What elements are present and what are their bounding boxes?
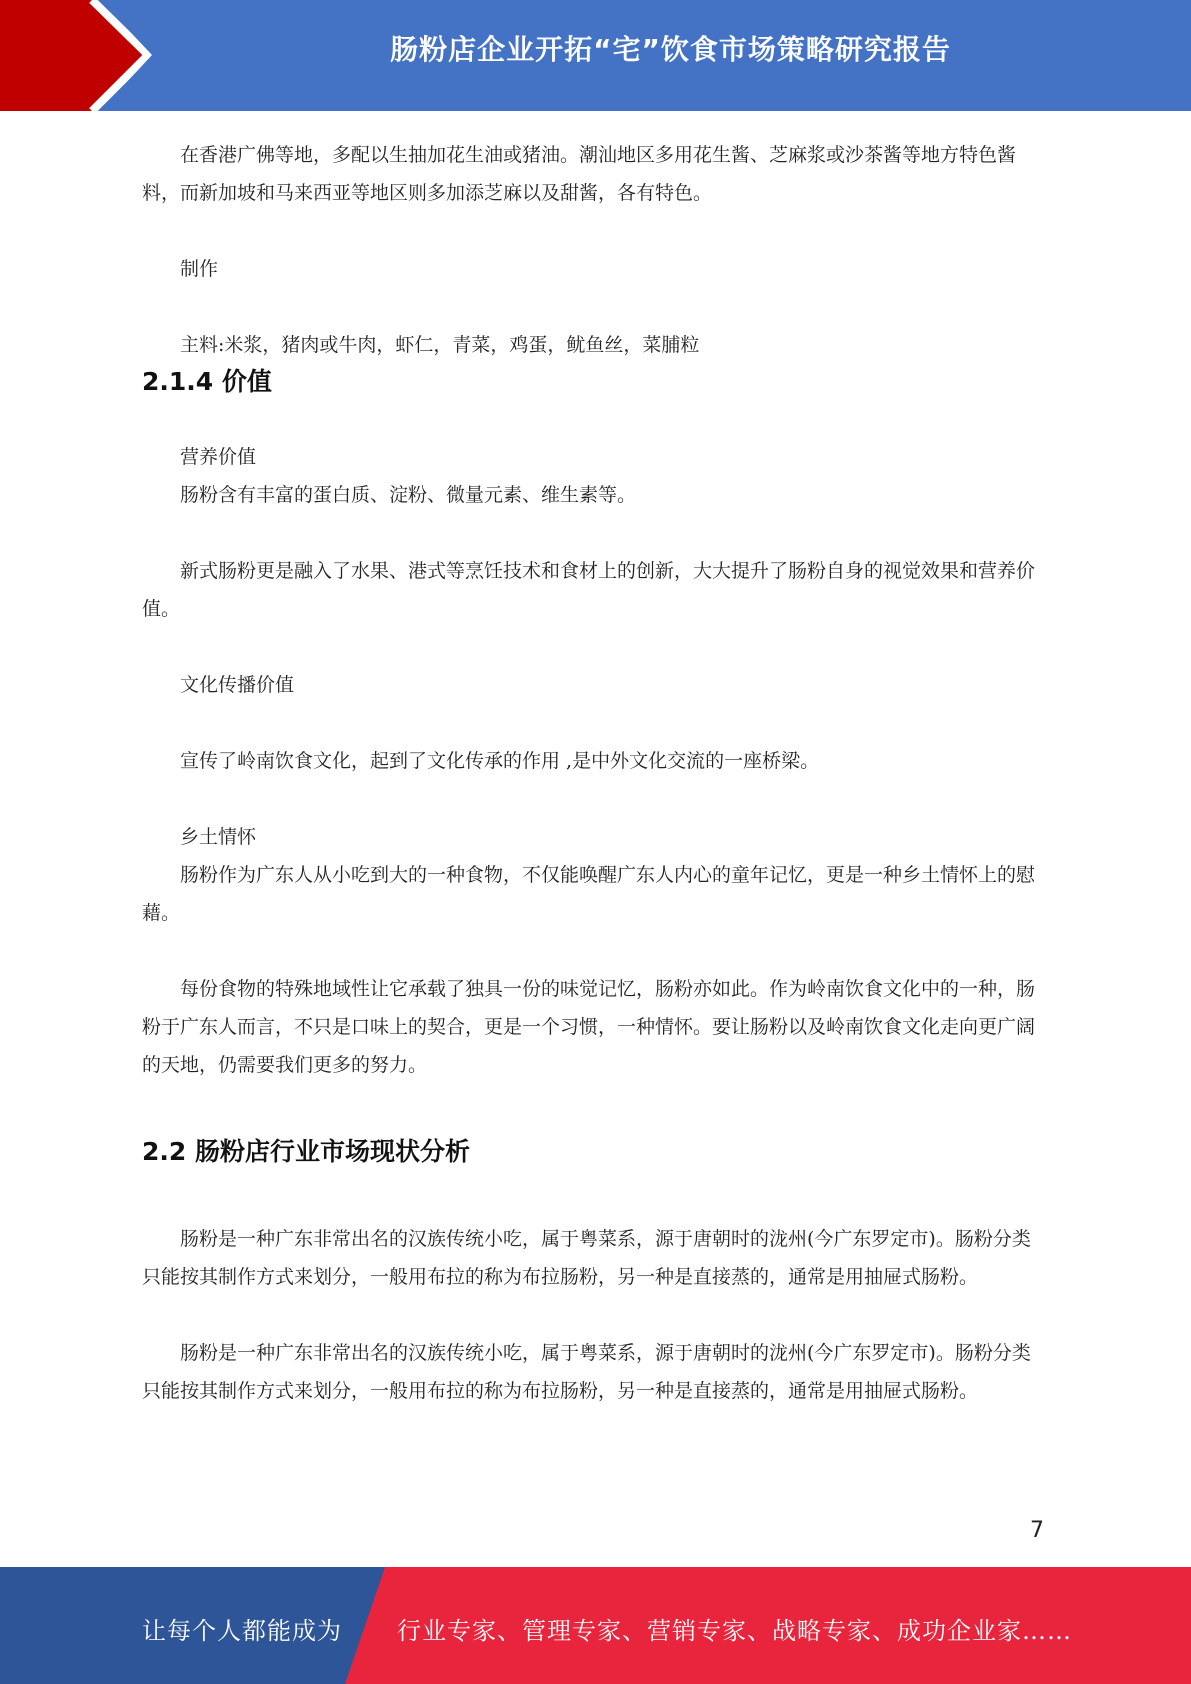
header-chevron-icon (0, 0, 160, 111)
footer-slogan-left: 让每个人都能成为 (142, 1617, 342, 1645)
paragraph: 营养价值 (180, 446, 257, 468)
paragraph: 文化传播价值 (180, 674, 295, 696)
footer-slogan-right: 行业专家、管理专家、营销专家、战略专家、成功企业家…… (397, 1617, 1072, 1645)
paragraph: 乡土情怀 (180, 826, 257, 848)
page-header (0, 0, 1191, 111)
section-heading-2-2: 2.2 肠粉店行业市场现状分析 (142, 1137, 470, 1166)
paragraph: 每份食物的特殊地域性让它承载了独具一份的味觉记忆，肠粉亦如此。作为岭南饮食文化中的一种，肠粉于广东人而言，不只是口味上的契合，更是一个习惯，一种情怀。要让肠粉以及岭南饮食文化走向更广阔的天地，仍需要我们更多的努力。 (142, 978, 1036, 1076)
section-heading-2-1-4: 2.1.4 价值 (142, 367, 272, 396)
paragraph: 新式肠粉更是融入了水果、港式等烹饪技术和食材上的创新，大大提升了肠粉自身的视觉效果和营养价值。 (142, 560, 1036, 620)
page-content (142, 136, 1047, 1410)
paragraph: 制作 (180, 258, 219, 280)
page-footer (0, 1567, 1191, 1684)
paragraph: 宣传了岭南饮食文化，起到了文化传承的作用 ,是中外文化交流的一座桥梁。 (180, 750, 820, 772)
paragraph: 肠粉是一种广东非常出名的汉族传统小吃，属于粤菜系，源于唐朝时的泷州(今广东罗定市)。肠粉分类只能按其制作方式来划分，一般用布拉的称为布拉肠粉，另一种是直接蒸的，通常是用抽屉式肠粉。 (142, 1342, 1031, 1402)
paragraph: 在香港广佛等地，多配以生抽加花生油或猪油。潮汕地区多用花生酱、芝麻浆或沙茶酱等地方特色酱料，而新加坡和马来西亚等地区则多加添芝麻以及甜酱，各有特色。 (142, 144, 1017, 204)
paragraph: 肠粉含有丰富的蛋白质、淀粉、微量元素、维生素等。 (180, 484, 637, 506)
paragraph: 肠粉作为广东人从小吃到大的一种食物，不仅能唤醒广东人内心的童年记忆，更是一种乡土情怀上的慰藉。 (142, 864, 1036, 924)
paragraph: 主料:米浆，猪肉或牛肉，虾仁，青菜，鸡蛋，鱿鱼丝，菜脯粒 (180, 334, 700, 356)
document-title: 肠粉店企业开拓“宅”饮食市场策略研究报告 (390, 33, 951, 66)
page-number: 7 (1030, 1518, 1044, 1543)
paragraph: 肠粉是一种广东非常出名的汉族传统小吃，属于粤菜系，源于唐朝时的泷州(今广东罗定市)。肠粉分类只能按其制作方式来划分，一般用布拉的称为布拉肠粉，另一种是直接蒸的，通常是用抽屉式肠粉。 (142, 1228, 1031, 1288)
